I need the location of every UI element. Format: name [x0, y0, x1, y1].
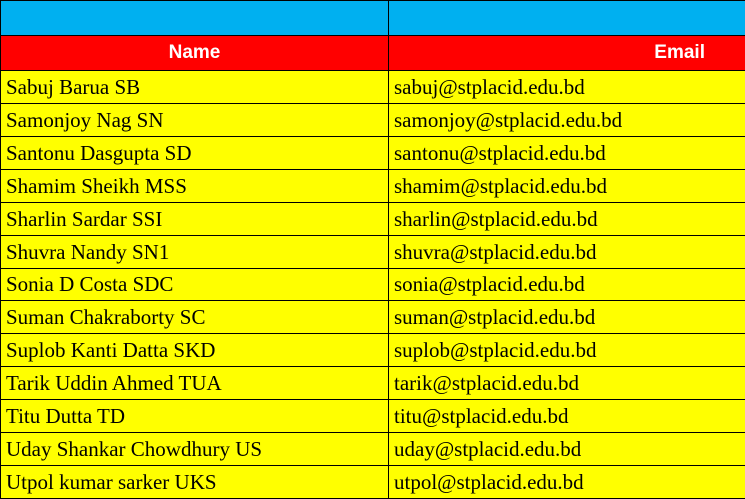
table-row — [1, 136, 745, 169]
email-cell[interactable]: shuvra@stplacid.edu.bd — [389, 235, 745, 268]
name-cell[interactable]: Samonjoy Nag SN — [1, 103, 389, 136]
email-cell[interactable]: uday@stplacid.edu.bd — [389, 433, 745, 466]
email-cell[interactable]: sabuj@stplacid.edu.bd — [389, 71, 745, 104]
table-row — [1, 367, 745, 400]
name-cell[interactable]: Sharlin Sardar SSI — [1, 202, 389, 235]
email-column-header[interactable]: Email — [389, 36, 745, 71]
name-cell[interactable]: Suplob Kanti Datta SKD — [1, 334, 389, 367]
email-cell[interactable]: sharlin@stplacid.edu.bd — [389, 202, 745, 235]
name-cell[interactable]: Shamim Sheikh MSS — [1, 169, 389, 202]
table-row — [1, 433, 745, 466]
email-cell[interactable]: samonjoy@stplacid.edu.bd — [389, 103, 745, 136]
name-cell[interactable]: Uday Shankar Chowdhury US — [1, 433, 389, 466]
email-cell[interactable]: shamim@stplacid.edu.bd — [389, 169, 745, 202]
top-band-cell-email[interactable] — [389, 1, 745, 36]
email-cell[interactable]: tarik@stplacid.edu.bd — [389, 367, 745, 400]
table-row — [1, 268, 745, 301]
table-row — [1, 301, 745, 334]
email-cell[interactable]: sonia@stplacid.edu.bd — [389, 268, 745, 301]
name-cell[interactable]: Shuvra Nandy SN1 — [1, 235, 389, 268]
name-cell[interactable]: Titu Dutta TD — [1, 400, 389, 433]
table-row — [1, 465, 745, 498]
table-row — [1, 202, 745, 235]
email-cell[interactable]: utpol@stplacid.edu.bd — [389, 465, 745, 498]
table-row — [1, 103, 745, 136]
table-row — [1, 334, 745, 367]
email-cell[interactable]: suplob@stplacid.edu.bd — [389, 334, 745, 367]
name-cell[interactable]: Sabuj Barua SB — [1, 71, 389, 104]
email-cell[interactable]: titu@stplacid.edu.bd — [389, 400, 745, 433]
name-column-header[interactable]: Name — [1, 36, 389, 71]
table-row — [1, 235, 745, 268]
header-row — [1, 36, 745, 71]
table-row — [1, 71, 745, 104]
top-band-cell-name[interactable] — [1, 1, 389, 36]
name-cell[interactable]: Suman Chakraborty SC — [1, 301, 389, 334]
top-band-row — [1, 1, 745, 36]
table-row — [1, 400, 745, 433]
email-cell[interactable]: suman@stplacid.edu.bd — [389, 301, 745, 334]
name-cell[interactable]: Utpol kumar sarker UKS — [1, 465, 389, 498]
email-cell[interactable]: santonu@stplacid.edu.bd — [389, 136, 745, 169]
name-cell[interactable]: Tarik Uddin Ahmed TUA — [1, 367, 389, 400]
table-row — [1, 169, 745, 202]
name-cell[interactable]: Santonu Dasgupta SD — [1, 136, 389, 169]
name-cell[interactable]: Sonia D Costa SDC — [1, 268, 389, 301]
